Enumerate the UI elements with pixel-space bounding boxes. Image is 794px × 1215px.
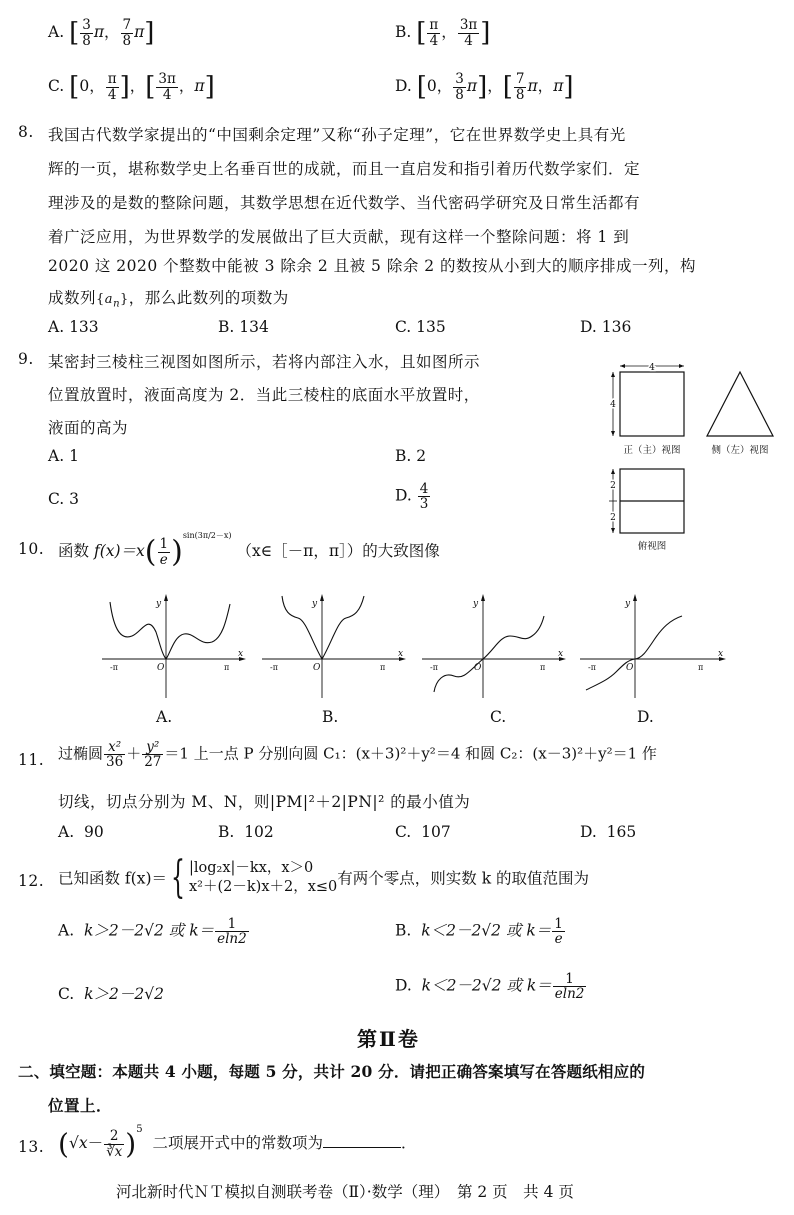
q12-option-a: A. k＞2－2√2 或 k＝ $\frac{1}{eln2}$ xyxy=(58,916,247,948)
q9-line-3: 液面的高为 xyxy=(48,419,129,437)
side-view-caption: 侧（左）视图 xyxy=(711,445,769,456)
q9-option-d: D. $\frac{4}{3}$ xyxy=(395,481,429,513)
q8-number: 8. xyxy=(18,123,34,141)
q11-option-a: A. 90 xyxy=(58,823,104,841)
side-view-triangle xyxy=(707,372,773,436)
q13-number: 13. xyxy=(18,1138,45,1156)
svg-text:-π: -π xyxy=(430,663,438,672)
svg-text:x: x xyxy=(238,649,244,659)
q9-three-view-figure xyxy=(600,358,780,558)
q10-label-b: B. xyxy=(322,708,339,726)
q10-graph-b xyxy=(260,592,408,702)
svg-text:y: y xyxy=(625,599,631,609)
q11-option-d: D. 165 xyxy=(580,823,637,841)
q9-line-2: 位置放置时，液面高度为 2．当此三棱柱的底面水平放置时， xyxy=(48,386,480,404)
svg-text:O: O xyxy=(626,663,634,673)
q12-number: 12. xyxy=(18,872,45,890)
q8-line-1: 我国古代数学家提出的“中国剩余定理”又称“孙子定理”，它在世界数学史上具有光 xyxy=(48,126,626,144)
q10-stem: 函数 f(x)＝x( $\frac{1}{e}$ )$^{sin(3\pi/2-x)}$ （x∈［－π，π］）的大致图像 xyxy=(58,531,440,570)
q12-option-b: B. k＜2－2√2 或 k＝ $\frac{1}{e}$ xyxy=(395,916,563,948)
graph-d-curve xyxy=(586,616,682,690)
q12-option-d: D. k＜2－2√2 或 k＝ $\frac{1}{eln2}$ xyxy=(395,971,585,1003)
svg-text:-π: -π xyxy=(270,663,278,672)
svg-text:π: π xyxy=(380,663,386,672)
svg-text:x: x xyxy=(398,649,404,659)
svg-text:-π: -π xyxy=(588,663,596,672)
q7-option-a: A. [ $\frac{3}{8}$ π， $\frac{7}{8}$ π] xyxy=(48,17,155,49)
q10-label-a: A. xyxy=(156,708,173,726)
svg-text:x: x xyxy=(558,649,564,659)
q10-label-c: C. xyxy=(490,708,507,726)
top-dim-label-1: 2 xyxy=(610,481,616,491)
svg-text:O: O xyxy=(157,663,165,673)
q9-option-a: A. 1 xyxy=(48,447,79,465)
q9-option-c: C. 3 xyxy=(48,490,80,508)
q13-expression: (√x－ $\frac{2}{∛x}$ )$^5$ 二项展开式中的常数项为 ． xyxy=(58,1124,417,1161)
q9-number: 9. xyxy=(18,350,34,368)
q8-line-3: 理涉及的是数的整除问题，其数学思想在近代数学、当代密码学研究及日常生活都有 xyxy=(48,194,641,212)
part2-section-line-2: 位置上． xyxy=(48,1096,113,1115)
q11-option-b: B. 102 xyxy=(218,823,274,841)
q12-stem: 已知函数 f(x)＝{ |log₂x|－kx，x＞0 x²＋(2－k)x＋2，x≤0 有两个零点，则实数 k 的取值范围为 xyxy=(58,852,590,903)
svg-text:O: O xyxy=(474,663,482,673)
svg-text:y: y xyxy=(473,599,479,609)
q7-option-c: C. [0， $\frac{\pi}{4}$ ]，[ $\frac{3\pi}{4}$ ，π] xyxy=(48,71,215,103)
front-height-label: 4 xyxy=(610,400,616,410)
front-width-label: 4 xyxy=(649,363,655,373)
svg-text:π: π xyxy=(698,663,704,672)
q13-answer-blank[interactable] xyxy=(323,1133,401,1148)
graph-b-curve xyxy=(282,596,364,659)
top-view-caption: 俯视图 xyxy=(637,541,667,552)
q10-number: 10. xyxy=(18,540,45,558)
front-view-square xyxy=(620,372,684,436)
svg-text:π: π xyxy=(224,663,230,672)
q12-option-c: C. k＞2－2√2 xyxy=(58,985,164,1003)
graph-a-curve xyxy=(110,602,230,659)
svg-text:π: π xyxy=(540,663,546,672)
q9-line-1: 某密封三棱柱三视图如图所示，若将内部注入水，且如图所示 xyxy=(48,353,481,371)
graph-c-curve xyxy=(434,616,544,692)
q11-option-c: C. 107 xyxy=(395,823,451,841)
part2-section-line-1: 二、填空题：本题共 4 小题，每题 5 分，共计 20 分．请把正确答案填写在答题纸相应的 xyxy=(18,1062,646,1081)
svg-text:O: O xyxy=(313,663,321,673)
svg-text:y: y xyxy=(156,599,162,609)
q8-option-a: A. 133 xyxy=(48,318,99,336)
q8-option-c: C. 135 xyxy=(395,318,446,336)
q10-graph-a xyxy=(100,592,248,702)
q8-line-5: 2020 这 2020 个整数中能被 3 除余 2 且被 5 除余 2 的数按从小到大的顺序排成一列，构 xyxy=(48,257,697,275)
q9-option-b: B. 2 xyxy=(395,447,427,465)
q11-number: 11. xyxy=(18,751,45,769)
svg-text:y: y xyxy=(312,599,318,609)
front-view-caption: 正（主）视图 xyxy=(623,445,681,456)
q10-label-d: D. xyxy=(637,708,654,726)
q8-line-4: 着广泛应用，为世界数学的发展做出了巨大贡献，现有这样一个整除问题：将 1 到 xyxy=(48,228,630,246)
part2-title: 第Ⅱ卷 xyxy=(357,1027,420,1051)
q7-option-d: D. [0， $\frac{3}{8}$ π]，[ $\frac{7}{8}$ π，π] xyxy=(395,71,574,103)
q8-line-6: 成数列$\{a_n\}$，那么此数列的项数为 xyxy=(48,289,289,310)
q8-option-d: D. 136 xyxy=(580,318,632,336)
q11-line-1: 过椭圆 $\frac{\text{x²}}{36}$ ＋ $\frac{\text{y²}}{27}$ ＝1 上一点 P 分别向圆 C₁：(x＋3)²＋y²＝4 和圆 C₂：(x－3)²＋y²＝1 作 xyxy=(58,739,657,771)
q11-line-2: 切线，切点分别为 M、N，则|PM|²＋2|PN|² 的最小值为 xyxy=(58,793,471,811)
svg-text:x: x xyxy=(718,649,724,659)
q10-graph-c xyxy=(420,592,568,702)
q7-option-b: B. [ $\frac{\pi}{4}$ ， $\frac{3\pi}{4}$ ] xyxy=(395,17,491,49)
page-footer: 河北新时代ＮＴ模拟自测联考卷（Ⅱ）·数学（理） 第 2 页 共 4 页 xyxy=(116,1183,574,1201)
q8-option-b: B. 134 xyxy=(218,318,269,336)
q10-graph-d xyxy=(578,592,728,702)
q8-line-2: 辉的一页，堪称数学史上名垂百世的成就，而且一直启发和指引着历代数学家们．定 xyxy=(48,160,641,178)
svg-text:-π: -π xyxy=(110,663,118,672)
top-dim-label-2: 2 xyxy=(610,513,616,523)
